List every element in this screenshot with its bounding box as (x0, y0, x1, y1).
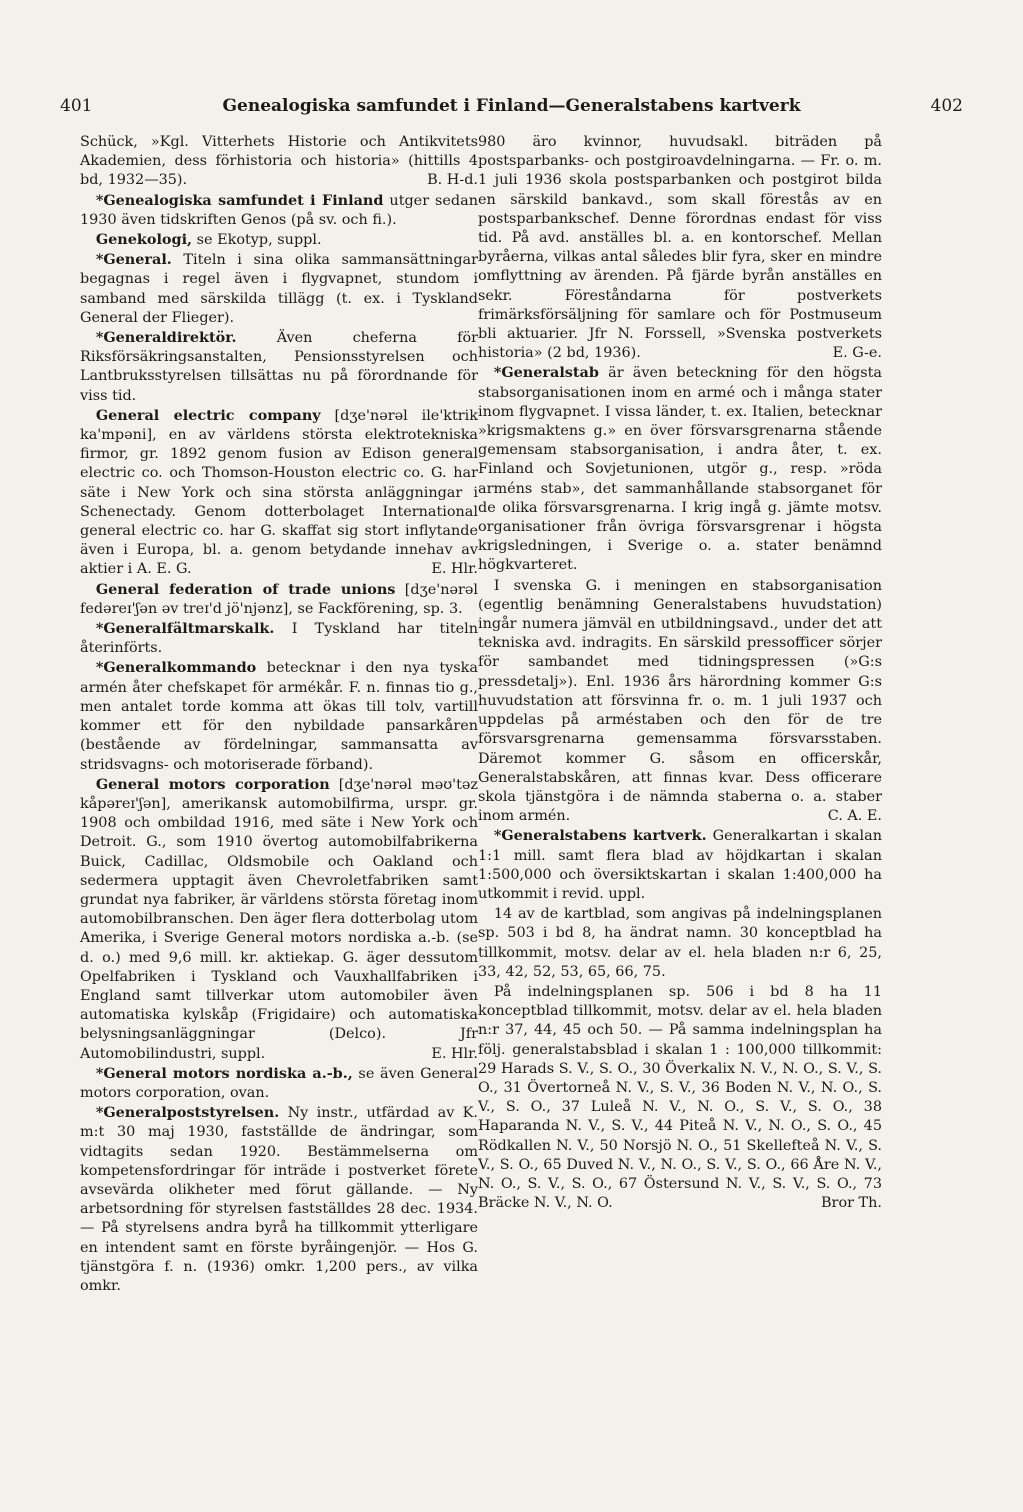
entry: På indelningsplanen sp. 506 i bd 8 ha 11 konceptblad tillkommit, motsv. delar av el. hela bladen n:r 37, 44, 45 och 50. — På samma indelningsplan ha följ. generalstabsblad i skalan 1 : 100,000 tillkommit: 29 Harads S. V., S. O., 30 Överkalix N. V., N. O., S. V., S. O., 31 Övertorneå N. V., S. V., 36 Boden N. V., N. O., S. V., S. O., 37 Luleå N. V., N. O., S. V., S. O., 38 Haparanda N. V., S. V., 44 Piteå N. V., N. O., S. O., 45 Rödkallen N. V., 50 Norsjö N. O., 51 Skellefteå N. V., S. V., S. O., 65 Duved N. V., N. O., S. V., S. O., 66 Åre N. V., N. O., S. V., S. O., 67 Östersund N. V., S. V., S. O., 73 Bräcke N. V., N. O. Bror Th. (478, 982, 882, 1213)
entry: *Generalkommando betecknar i den nya tyska armén åter chefskapet för armékår. F. n. finnas tio g., men antalet torde komma att ökas till tolv, vartill kommer ett för den nybildade pansarkåren (bestående av fördelningar, sammansatta av stridsvagns- och motoriserade förband). (80, 659, 478, 773)
entry: General electric company [dʒe'nərəl ile'ktrik ka'mpəni], en av världens största elektrotekniska firmor, gr. 1892 genom fusion av Edison general electric co. och Thomson-Houston electric co. G. har säte i New York och sina största anläggningar i Schenectady. Genom dotterbolaget International general electric co. har G. skaffat sig stort inflytande även i Europa, bl. a. genom betydande innehav av aktier i A. E. G. E. Hlr. (80, 406, 478, 580)
entry: I svenska G. i meningen en stabsorganisation (egentlig benämning Generalstabens huvudstation) ingår numera jämväl en utbildningsavd., under det att tekniska avd. indragits. En särskild pressofficer sörjer för sambandet med tidningspressen (»G:s pressdetalj»). Enl. 1936 års härordning kommer G:s huvudstation att försvinna fr. o. m. 1 juli 1937 och uppdelas på arméstaben och den för de tre försvarsgrenarna gemensamma försvarsstaben. Däremot kommer G. såsom en officerskår, Generalstabskåren, att finnas kvar. Dess officerare skola tjänstgöra i de nämnda staberna o. a. staber inom armén. C. A. E. (478, 576, 882, 827)
entry: *Generalfältmarskalk. I Tyskland har titeln återinförts. (80, 620, 478, 657)
entry: *General motors nordiska a.-b., se även General motors corporation, ovan. (80, 1064, 478, 1101)
signature: E. Hlr. (431, 561, 478, 578)
signature: E. Hlr. (431, 1045, 478, 1062)
signature: E. G-e. (832, 345, 882, 362)
entry: *Generalstab är även beteckning för den högsta stabsorganisationen inom en armé och i många stater inom flygvapnet. I vissa länder, t. ex. Italien, betecknar »krigsmaktens g.» en över försvarsgrenarna stående gemensam stabsorganisation, i andra åter, t. ex. Finland och Sovjetunionen, utgör g., resp. »röda arméns stab», det sammanhållande stabsorganet för de olika försvarsgrenarna. I krig ingå g. jämte motsv. organisationer från övriga försvarsgrenar i högsta krigsledningen, i Sverige o. a. stater benämnd högkvarteret. (478, 364, 882, 574)
page-number-right: 402 (930, 96, 963, 116)
right-column (478, 132, 882, 1213)
signature: Bror Th. (820, 1195, 882, 1212)
entry: General federation of trade unions [dʒe'nərəl fedəreɪ'ʃən əv treɪ'd jö'njənz], se Fackförening, sp. 3. (80, 580, 478, 617)
running-header (60, 96, 963, 120)
entry: *General. Titeln i sina olika sammansättningar begagnas i regel även i flygvapnet, stundom i samband med särskilda tillägg (t. ex. i Tyskland General der Flieger). (80, 251, 478, 326)
entry: Genekologi, se Ekotyp, suppl. (95, 231, 322, 249)
entry: 980 äro kvinnor, huvudsakl. biträden på postsparbanks- och postgiroavdelningarna. — Fr. o. m. 1 juli 1936 skola postsparbanken och postgirot bilda en särskild bankavd., som skall förestås av en postsparbankschef. Denne förordnas endast för viss tid. På avd. anställes bl. a. en kontorschef. Mellan byråerna, vilkas antal således blir fyra, sker en mindre omflyttning av ärenden. På fjärde byrån anställes en sekr. Föreståndarna för postverkets frimärksförsäljning för samlare och för Postmuseum bli aktuarier. Jfr N. Forssell, »Svenska postverkets historia» (2 bd, 1936). E. G-e. (478, 132, 882, 363)
entry: Schück, »Kgl. Vitterhets Historie och Antikvitets Akademien, dess förhistoria och historia» (hittills 4 bd, 1932—35). B. H-d. (80, 132, 478, 191)
running-title: Genealogiska samfundet i Finland—Generalstabens kartverk (222, 96, 801, 116)
entry: *Genealogiska samfundet i Finland utger sedan 1930 även tidskriften Genos (på sv. och fi.). (80, 191, 478, 228)
entry: *Generaldirektör. Även cheferna för Riksförsäkringsanstalten, Pensionsstyrelsen och Lantbruksstyrelsen tillsättas nu på förordnande för viss tid. (80, 329, 478, 404)
entry: *Generalpoststyrelsen. Ny instr., utfärdad av K. m:t 30 maj 1930, fastställde de ändringar, som vidtagits sedan 1920. Bestämmelserna om kompetensfordringar för inträde i postverket förete avsevärda olikheter med förut gällande. — Ny arbetsordning för styrelsen fastställdes 28 dec. 1934. — På styrelsens andra byrå ha tillkommit ytterligare en intendent samt en förste byråingenjör. — Hos G. tjänstgöra f. n. (1936) omkr. 1,200 pers., av vilka omkr. (80, 1104, 478, 1294)
page-number-left: 401 (60, 96, 93, 116)
entry: *Generalstabens kartverk. Generalkartan i skalan 1:1 mill. samt flera blad av höjdkartan i skalan 1:500,000 och översiktskartan i skalan 1:400,000 ha utkommit i revid. uppl. (478, 827, 882, 902)
entry: 14 av de kartblad, som angivas på indelningsplanen sp. 503 i bd 8, ha ändrat namn. 30 konceptblad ha tillkommit, motsv. delar av el. hela bladen n:r 6, 25, 33, 42, 52, 53, 65, 66, 75. (478, 906, 882, 980)
signature: B. H-d. (427, 172, 478, 189)
signature: C. A. E. (827, 808, 882, 825)
entry: General motors corporation [dʒe'nərəl məʊ'təz kåpəreɪ'ʃən], amerikansk automobilfirma, urspr. gr. 1908 och ombildad 1916, med säte i New York och Detroit. G., som 1910 övertog automobilfabrikerna Buick, Cadillac, Oldsmobile och Oakland och sedermera upptagit även Chevroletfabriken samt grundat nya fabriker, är världens största företag inom automobilbranschen. Den äger flera dotterbolag utom Amerika, i Sverige General motors nordiska a.-b. (se d. o.) med 9,6 mill. kr. aktiekap. G. äger dessutom Opelfabriken i Tyskland och Vauxhallfabriken i England samt tillverkar utom automobiler även automatiska kylskåp (Frigidaire) och automatiska belysningsanläggningar (Delco). Jfr Automobilindustri, suppl. E. Hlr. (80, 775, 478, 1064)
left-column (80, 132, 478, 1296)
